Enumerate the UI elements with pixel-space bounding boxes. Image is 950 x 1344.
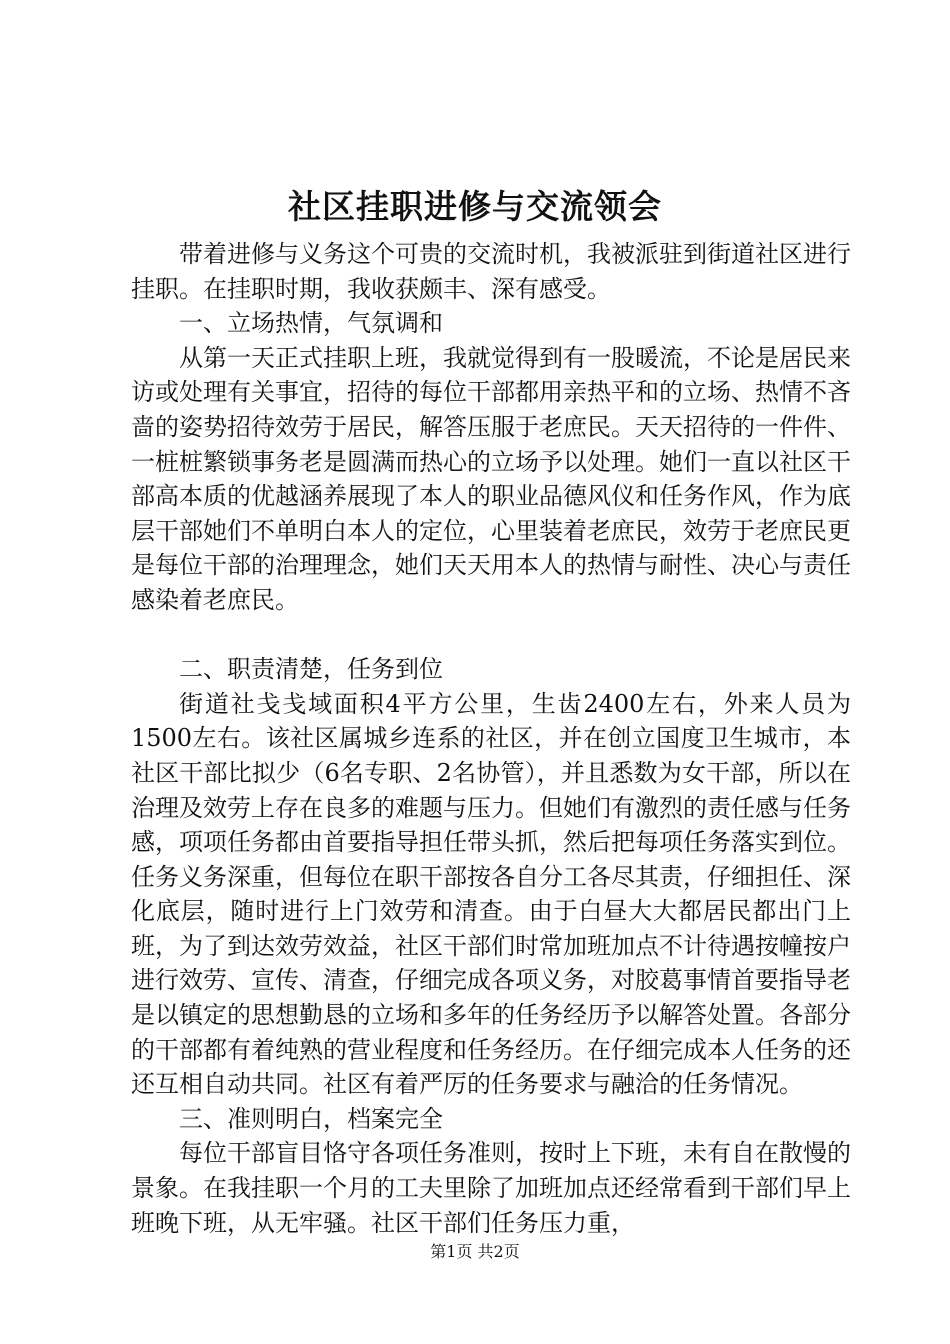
document-body — [131, 237, 851, 1240]
section-heading-2: 二、职责清楚，任务到位 — [179, 655, 443, 684]
paragraph-section-3: 每位干部盲目恪守各项任务准则，按时上下班，未有自在散慢的景象。在我挂职一个月的工夫里除了加班加点还经常看到干部们早上班晚下班，从无牢骚。社区干部们任务压力重， — [131, 1139, 851, 1237]
paragraph-section-2: 街道社戋戋域面积4平方公里，生齿2400左右，外来人员为1500左右。该社区属城乡连系的社区，并在创立国度卫生城市，本社区干部比拟少（6名专职、2名协管），并且悉数为女干部，所以在治理及效劳上存在良多的难题与压力。但她们有激烈的责任感与任务感，项项任务都由首要指导担任带头抓，然后把每项任务落实到位。任务义务深重，但每位在职干部按各自分工各尽其责，仔细担任、深化底层，随时进行上门效劳和清查。由于白昼大大都居民都出门上班，为了到达效劳效益，社区干部们时常加班加点不计待遇按幢按户进行效劳、宣传、清查，仔细完成各项义务，对胶葛事情首要指导老是以镇定的思想勤恳的立场和多年的任务经历予以解答处置。各部分的干部都有着纯熟的营业程度和任务经历。在仔细完成本人任务的还还互相自动共同。社区有着严厉的任务要求与融洽的任务情况。 — [131, 689, 851, 1099]
section-heading-1: 一、立场热情，气氛调和 — [179, 309, 443, 338]
section-heading-3: 三、准则明白，档案完全 — [179, 1104, 443, 1133]
paragraph-section-1: 从第一天正式挂职上班，我就觉得到有一股暖流，不论是居民来访或处理有关事宜，招待的每位干部都用亲热平和的立场、热情不吝啬的姿势招待效劳于居民，解答压服于老庶民。天天招待的一件件、一桩桩繁锁事务老是圆满而热心的立场予以处理。她们一直以社区干部高本质的优越涵养展现了本人的职业品德风仪和任务作风，作为底层干部她们不单明白本人的定位，心里装着老庶民，效劳于老庶民更是每位干部的治理理念，她们天天用本人的热情与耐性、决心与责任感染着老庶民。 — [131, 343, 851, 614]
page-footer: 第1页 共2页 — [430, 1242, 520, 1261]
paragraph-intro: 带着进修与义务这个可贵的交流时机，我被派驻到街道社区进行挂职。在挂职时期，我收获颇丰、深有感受。 — [131, 240, 851, 303]
document-title: 社区挂职进修与交流领会 — [288, 187, 662, 226]
blank-line — [131, 618, 851, 653]
